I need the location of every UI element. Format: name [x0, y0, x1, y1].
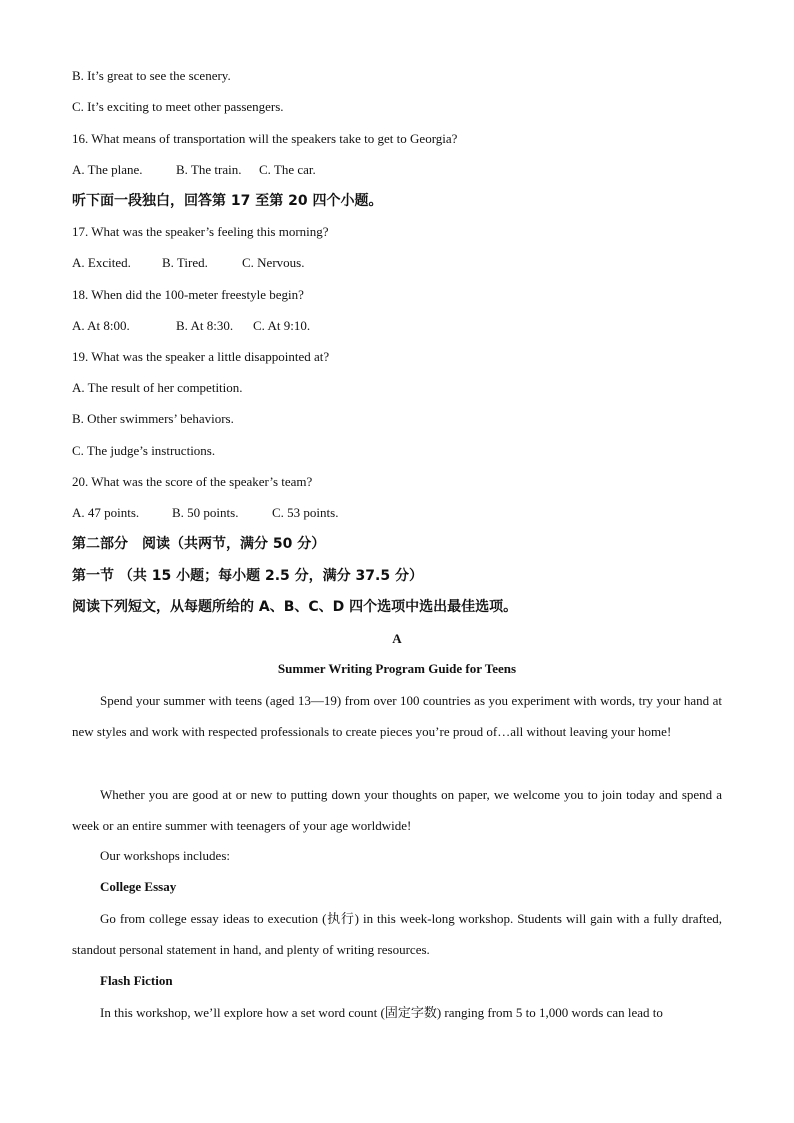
- q17-option-b: B. Tired.: [162, 255, 208, 270]
- q18-question: 18. When did the 100-meter freestyle begin?: [72, 287, 304, 302]
- workshops-intro: Our workshops includes:: [100, 848, 230, 863]
- q20-options: [72, 505, 338, 521]
- q18-option-c: C. At 9:10.: [253, 318, 311, 333]
- q20-question: 20. What was the score of the speaker’s team?: [72, 474, 313, 489]
- q16-option-b: B. The train.: [176, 162, 242, 177]
- section-17-20-instructions: 听下面一段独白，回答第 17 至第 20 四个小题。: [72, 193, 383, 209]
- q19-option-c: C. The judge’s instructions.: [72, 443, 216, 458]
- passage-letter: A: [392, 631, 402, 646]
- q15-option-c: C. It’s exciting to meet other passengers.: [72, 99, 284, 114]
- workshop-college-essay-text: Go from college essay ideas to execution (执行) in this week-long workshop. Students will gain with a fully drafted, standout personal statement in hand, and plenty of writing resources.: [72, 911, 722, 958]
- q19-option-b: B. Other swimmers’ behaviors.: [72, 411, 234, 426]
- passage-paragraph-2: Whether you are good at or new to putting down your thoughts on paper, we welcome you to join today and spend a week or an entire summer with teenagers of your age worldwide!: [72, 787, 722, 834]
- q20-option-b: B. 50 points.: [172, 505, 239, 520]
- q16-question: 16. What means of transportation will the speakers take to get to Georgia?: [72, 131, 458, 146]
- q16-option-a: A. The plane.: [72, 162, 143, 177]
- workshop-college-essay-title: College Essay: [100, 879, 177, 894]
- passage-paragraph-1: Spend your summer with teens (aged 13—19) from over 100 countries as you experiment with words, try your hand at new styles and work with respected professionals to create pieces you’re proud of…all without leaving your home!: [72, 693, 722, 740]
- q18-option-a: A. At 8:00.: [72, 318, 130, 333]
- reading-instructions: 阅读下列短文，从每题所给的 A、B、C、D 四个选项中选出最佳选项。: [72, 599, 518, 615]
- q20-option-a: A. 47 points.: [72, 505, 140, 520]
- part2-title: 第二部分 阅读（共两节，满分 50 分）: [72, 536, 326, 552]
- q16-option-c: C. The car.: [259, 162, 316, 177]
- q18-option-b: B. At 8:30.: [176, 318, 234, 333]
- q15-option-b: B. It’s great to see the scenery.: [72, 68, 231, 83]
- workshop-flash-fiction-title: Flash Fiction: [100, 973, 173, 988]
- workshop-flash-fiction-text: In this workshop, we’ll explore how a set word count (固定字数) ranging from 5 to 1,000 words can lead to: [100, 1005, 663, 1020]
- q17-option-a: A. Excited.: [72, 255, 131, 270]
- q17-question: 17. What was the speaker’s feeling this morning?: [72, 224, 329, 239]
- q17-option-c: C. Nervous.: [242, 255, 305, 270]
- q19-option-a: A. The result of her competition.: [72, 380, 243, 395]
- q17-options: [72, 255, 304, 271]
- passage-title: Summer Writing Program Guide for Teens: [277, 661, 517, 676]
- q18-options: [72, 318, 310, 334]
- section1-title: 第一节 （共 15 小题；每小题 2.5 分，满分 37.5 分）: [72, 568, 423, 584]
- q20-option-c: C. 53 points.: [272, 505, 339, 520]
- q16-options: [72, 162, 316, 178]
- q19-question: 19. What was the speaker a little disappointed at?: [72, 349, 330, 364]
